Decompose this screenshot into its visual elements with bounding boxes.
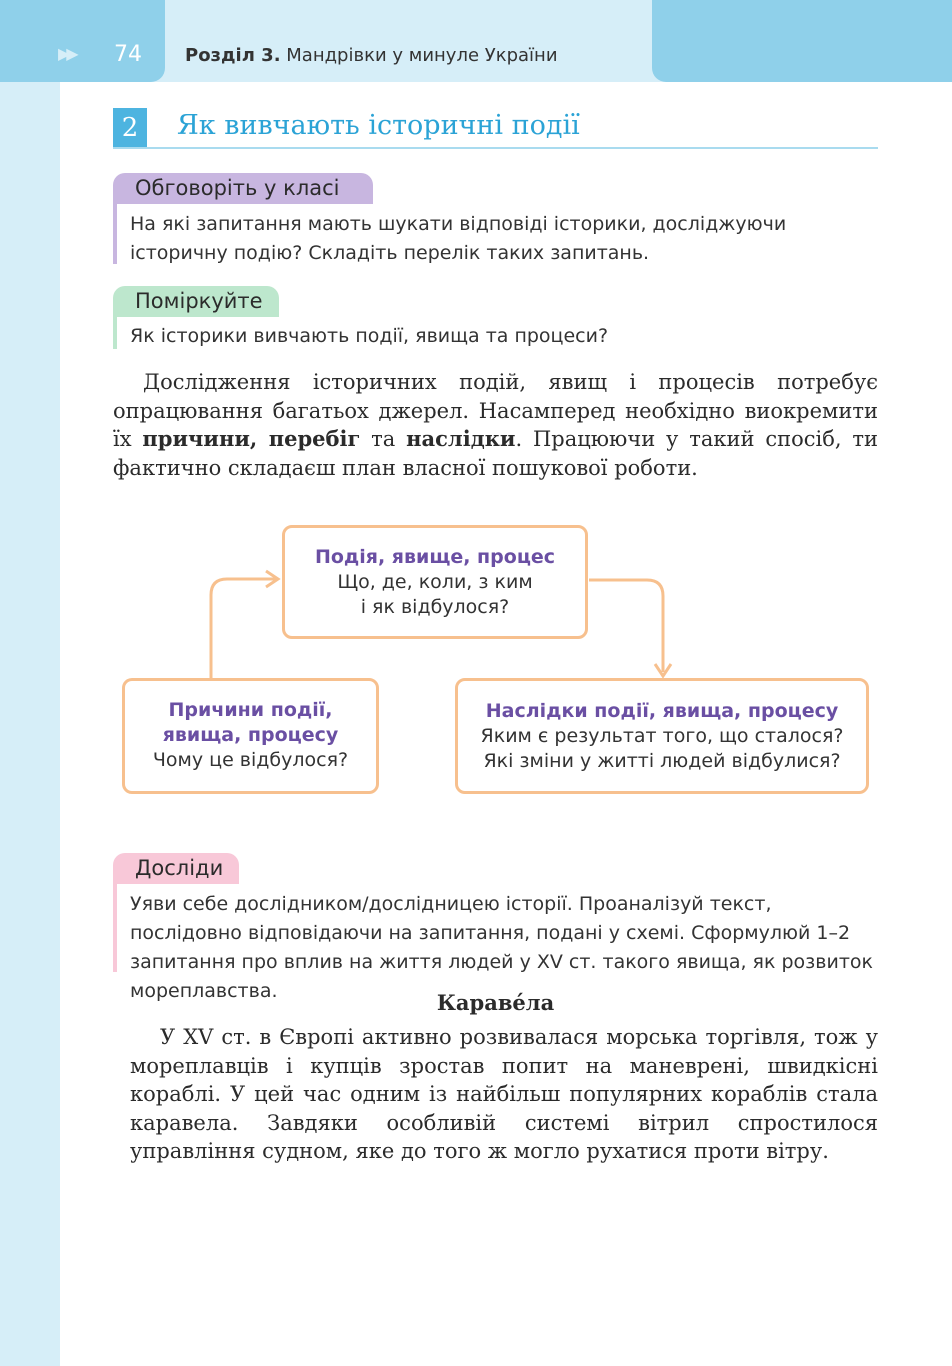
intro-bold-causes: причини, перебіг [142, 426, 361, 451]
double-chevron-right-icon: ▶▶ [58, 44, 75, 63]
section-title: Як вивчають історичні події [177, 110, 580, 141]
consequences-line2: Які зміни у житті людей відбулися? [483, 750, 841, 772]
think-text: Як історики вивчають події, явища та процеси? [130, 325, 609, 347]
event-line2: і як відбулося? [360, 596, 510, 618]
intro-bold-consequences: наслідки [406, 426, 516, 451]
reading-title: Каравéла [436, 990, 555, 1015]
causes-line1: Чому це відбулося? [152, 749, 349, 771]
intro-part2: та [360, 427, 407, 451]
chapter-label: Розділ 3. [185, 45, 281, 66]
diagram-node-event [282, 525, 588, 639]
intro-part3: . Працюючи у такий спосіб, ти фактично складаєш план власної пошукової роботи. [113, 427, 878, 480]
reading-paragraph: У XV ст. в Європі активно розвивалася морська торгівля, тож у мореплавців і купців зростав попит на маневрені, швидкісні кораблі. У цей час одним із найбільш популярних кораблів стала каравела. Завдяки особливій системі вітрил спростилося управління судном, яке до того ж могло рухатися проти вітру. [130, 1025, 878, 1163]
research-text: Уяви себе дослідником/дослідницею історії. Проаналізуй текст, послідовно відповідаючи на запитання, подані у схемі. Сформулюй 1–2 запитання про вплив на життя людей у XV ст. такого явища, як розвиток мореплавства. [130, 893, 873, 1002]
consequences-title: Наслідки події, явища, процесу [485, 700, 839, 722]
diagram-node-consequences [455, 678, 869, 794]
arrow-event-to-consequences [589, 580, 663, 672]
research-label: Досліди [113, 853, 239, 884]
event-title: Подія, явище, процес [314, 546, 556, 568]
chapter-name: Мандрівки у минуле України [286, 45, 558, 66]
research-bar [113, 884, 117, 972]
page-number: 74 [114, 42, 142, 67]
think-label: Поміркуйте [113, 286, 279, 317]
causes-title-line1: Причини події, [168, 699, 333, 721]
discuss-label: Обговоріть у класі [113, 173, 373, 204]
causes-title-line2: явища, процесу [162, 724, 339, 746]
event-line1: Що, де, коли, з ким [337, 571, 533, 593]
consequences-line1: Яким є результат того, що сталося? [480, 725, 844, 747]
discuss-text: На які запитання мають шукати відповіді історики, досліджуючи історичну подію? Складіть перелік таких запитань. [130, 213, 787, 264]
diagram-node-causes [122, 678, 379, 794]
arrow-causes-to-event [211, 579, 276, 680]
section-number: 2 [113, 108, 147, 148]
intro-part1: Дослідження історичних подій, явищ і процесів потребує опрацювання багатьох джерел. Насамперед необхідно виокремити їх [113, 370, 878, 451]
